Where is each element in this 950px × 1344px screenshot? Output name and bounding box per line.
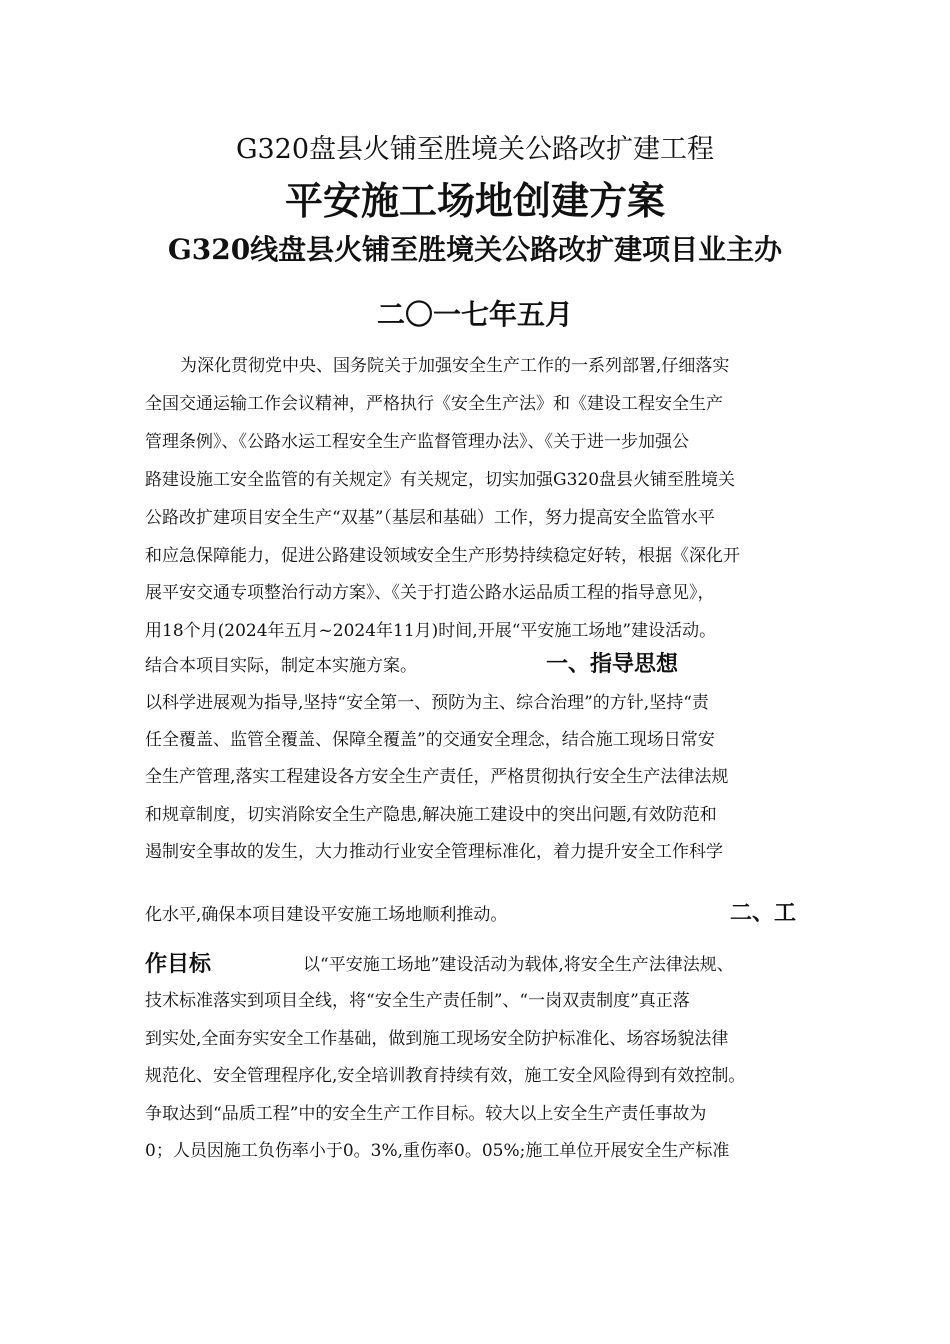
section-heading-work-goal-part2: 作目标 <box>145 951 212 977</box>
intro-line: 展平安交通专项整治行动方案》、《关于打造公路水运品质工程的指导意见》， <box>145 583 715 603</box>
section2-line: 0；人员因施工负伤率小于0。3%,重伤率0。05%;施工单位开展安全生产标准 <box>145 1141 730 1161</box>
section1-line: 任全覆盖、监管全覆盖、保障全覆盖”的交通安全理念，结合施工现场日常安 <box>145 730 715 750</box>
section1-line: 和规章制度，切实消除安全生产隐患,解决施工建设中的突出问题,有效防范和 <box>145 805 717 825</box>
section2-line: 到实处,全面夯实安全工作基础，做到施工现场安全防护标准化、场容场貌法律 <box>145 1029 729 1049</box>
intro-line: 用18个月(2024年五月~2024年11月)时间,开展“平安施工场地”建设活动。 <box>145 621 717 641</box>
section-heading-work-goal-part1: 二、工 <box>730 900 797 926</box>
section1-line: 化水平,确保本项目建设平安施工场地顺利推动。 <box>145 905 508 925</box>
section2-line: 争取达到“品质工程”中的安全生产工作目标。较大以上安全生产责任事故为 <box>145 1104 707 1124</box>
project-title: G320盘县火铺至胜境关公路改扩建工程 <box>235 134 715 165</box>
document-title: 平安施工场地创建方案 <box>284 178 665 223</box>
section1-line: 遏制安全事故的发生，大力推动行业安全管理标准化，着力提升安全工作科学 <box>145 842 723 862</box>
organizer-line: G320线盘县火铺至胜境关公路改扩建项目业主办 <box>167 233 783 266</box>
intro-line: 为深化贯彻党中央、国务院关于加强安全生产工作的一系列部署,仔细落实 <box>180 356 730 376</box>
intro-line: 和应急保障能力，促进公路建设领域安全生产形势持续稳定好转，根据《深化开 <box>145 546 740 566</box>
section1-line: 全生产管理,落实工程建设各方安全生产责任，严格贯彻执行安全生产法律法规 <box>145 767 729 787</box>
intro-line: 全国交通运输工作会议精神，严格执行《安全生产法》和《建设工程安全生产 <box>145 394 723 414</box>
section2-line: 规范化、安全管理程序化,安全培训教育持续有效，施工安全风险得到有效控制。 <box>145 1066 746 1086</box>
section2-line: 技术标准落实到项目全线，将“安全生产责任制”、“一岗双责制度”真正落 <box>145 991 690 1011</box>
document-date: 二〇一七年五月 <box>376 298 573 331</box>
intro-line: 结合本项目实际，制定本实施方案。 <box>145 656 417 676</box>
intro-line: 管理条例》、《公路水运工程安全生产监督管理办法》、《关于进一步加强公 <box>145 432 689 452</box>
intro-line: 路建设施工安全监管的有关规定》有关规定，切实加强G320盘县火铺至胜境关 <box>145 470 736 490</box>
section2-line: 以“平安施工场地”建设活动为载体,将安全生产法律法规、 <box>303 955 734 975</box>
section1-line: 以科学进展观为指导,坚持“安全第一、预防为主、综合治理”的方针,坚持“责 <box>145 693 709 713</box>
intro-line: 公路改扩建项目安全生产“双基”（基层和基础）工作，努力提高安全监管水平 <box>145 508 715 528</box>
section-heading-guiding-ideology: 一、指导思想 <box>546 651 679 677</box>
